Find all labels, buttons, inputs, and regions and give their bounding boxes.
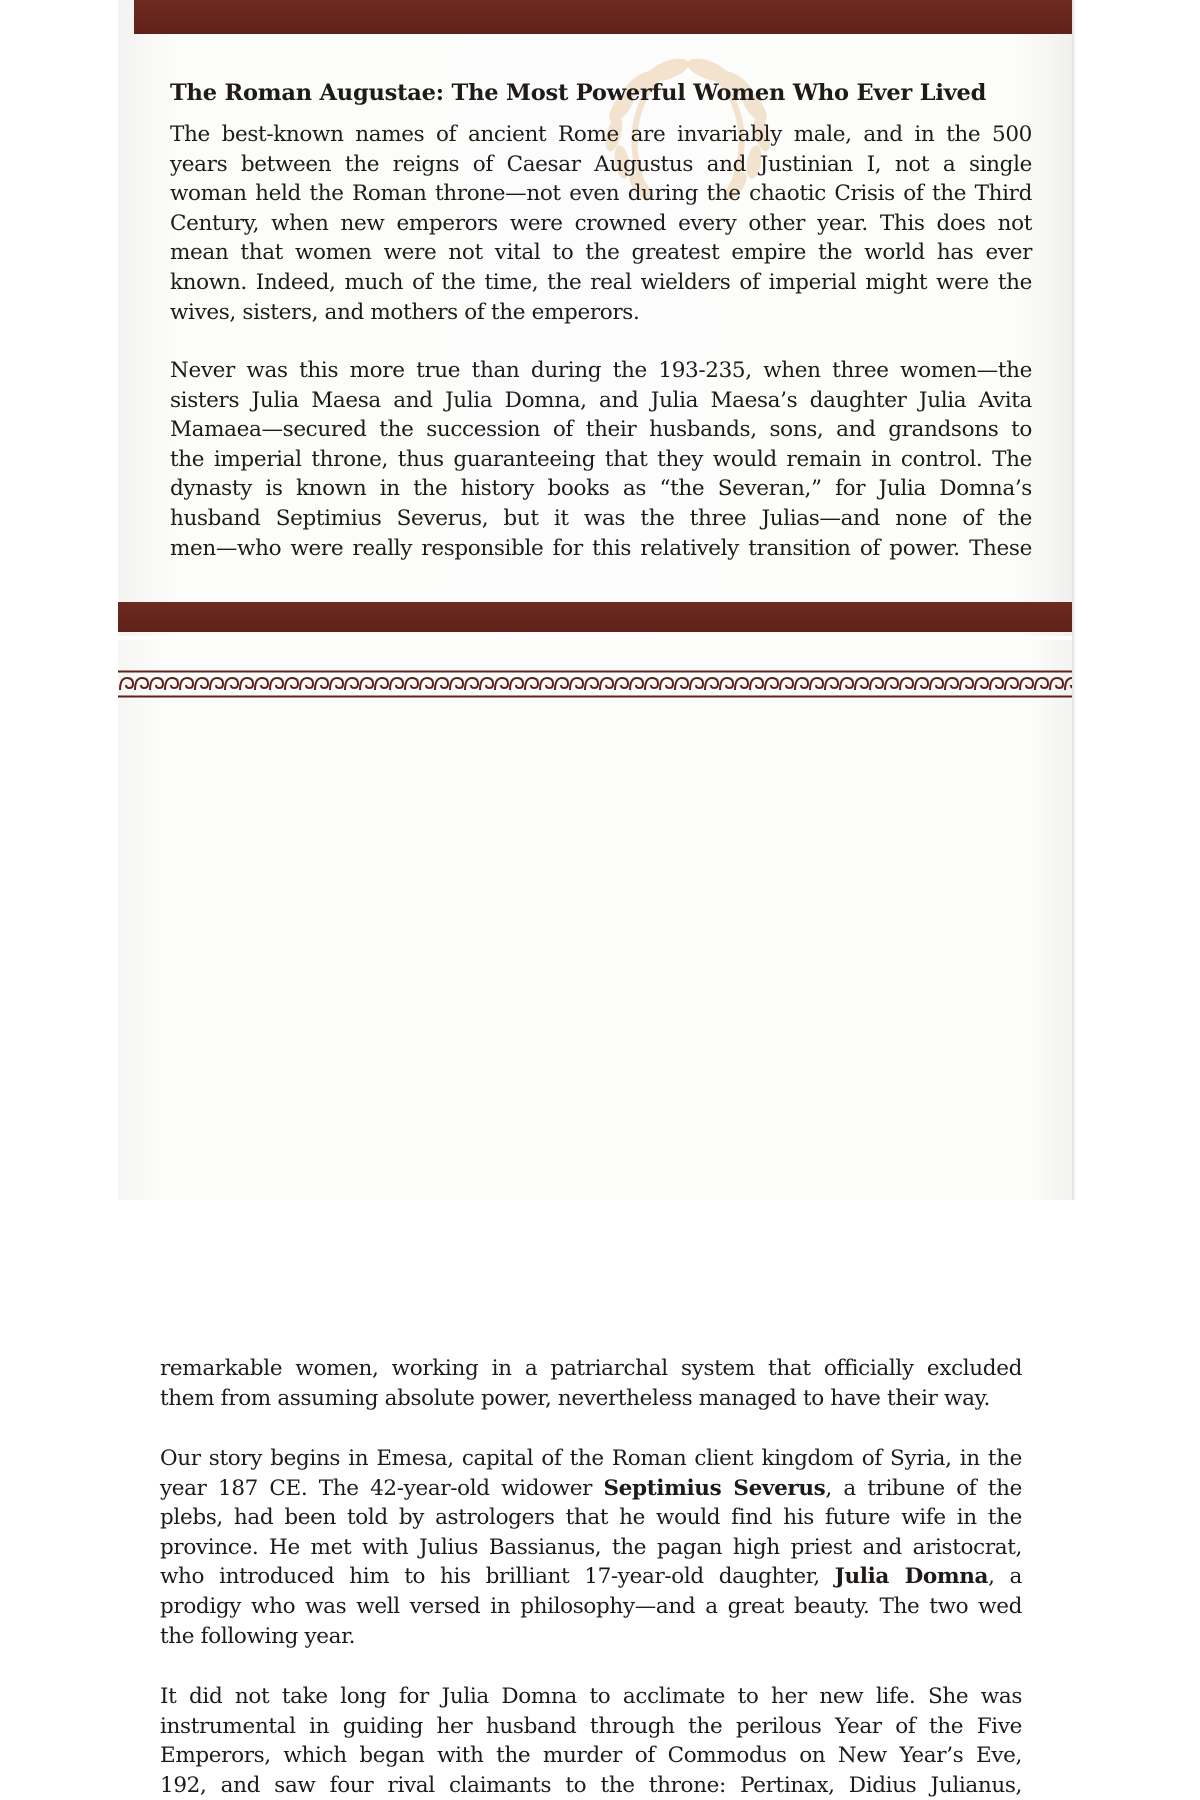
meander-segment bbox=[780, 678, 793, 690]
meander-segment bbox=[810, 678, 823, 690]
meander-segment bbox=[915, 678, 928, 690]
meander-segment bbox=[960, 678, 973, 690]
meander-segment bbox=[1050, 678, 1063, 690]
text-line bbox=[160, 1562, 1022, 1592]
meander-segment bbox=[480, 678, 493, 690]
text-line: the imperial throne, thus guaranteeing that they would remain in control. The bbox=[170, 446, 1032, 472]
paragraph-2 bbox=[170, 356, 1032, 563]
meander-segment bbox=[675, 678, 688, 690]
bottom-decorative-band bbox=[118, 602, 1072, 632]
meander-segment bbox=[660, 678, 673, 690]
text-line: plebs, had been told by astrologers that he would find his future wife in the bbox=[160, 1505, 1022, 1531]
text-line: woman held the Roman throne—not even during the chaotic Crisis of the Third bbox=[170, 181, 1032, 207]
meander-segment bbox=[720, 678, 733, 690]
meander-segment bbox=[825, 678, 838, 690]
meander-segment bbox=[345, 678, 358, 690]
top-page bbox=[118, 0, 1072, 636]
text-line: Emperors, which began with the murder of Commodus on New Year’s Eve, bbox=[160, 1743, 1022, 1769]
text-line: the following year. bbox=[160, 1623, 356, 1649]
meander-segment bbox=[360, 678, 373, 690]
meander-segment bbox=[1005, 678, 1018, 690]
meander-segment bbox=[690, 678, 703, 690]
meander-segment bbox=[540, 678, 553, 690]
meander-segment bbox=[570, 678, 583, 690]
meander-segment bbox=[870, 678, 883, 690]
page-edge bbox=[1072, 0, 1076, 1200]
meander-segment bbox=[1035, 678, 1048, 690]
text-line: instrumental in guiding her husband through the perilous Year of the Five bbox=[160, 1713, 1022, 1739]
meander-segment bbox=[285, 678, 298, 690]
text-fragment: , a tribune of the bbox=[825, 1475, 1023, 1501]
text-fragment: who introduced him to his brilliant 17-year-old daughter, bbox=[160, 1564, 835, 1590]
bold-name-julia-domna: Julia Domna bbox=[834, 1564, 989, 1590]
meander-segment bbox=[645, 678, 658, 690]
meander-segment bbox=[300, 678, 313, 690]
meander-segment bbox=[330, 678, 343, 690]
text-line: them from assuming absolute power, nevertheless managed to have their way. bbox=[160, 1385, 990, 1411]
text-line: wives, sisters, and mothers of the emperors. bbox=[170, 299, 640, 325]
meander-segment bbox=[615, 678, 628, 690]
meander-segment bbox=[525, 678, 538, 690]
meander-segment bbox=[510, 678, 523, 690]
text-line: province. He met with Julius Bassianus, the pagan high priest and aristocrat, bbox=[160, 1534, 1022, 1560]
paragraph-3 bbox=[160, 1354, 1022, 1413]
text-line: It did not take long for Julia Domna to acclimate to her new life. She was bbox=[160, 1684, 1022, 1709]
text-line: Our story begins in Emesa, capital of the Roman client kingdom of Syria, in the bbox=[160, 1446, 1022, 1471]
meander-segment bbox=[765, 678, 778, 690]
meander-segment bbox=[225, 678, 238, 690]
meander-segment bbox=[840, 678, 853, 690]
text-line: husband Septimius Severus, but it was the three Julias—and none of the bbox=[170, 505, 1032, 531]
meander-segment bbox=[1065, 678, 1072, 690]
text-line: prodigy who was well versed in philosophy—and a great beauty. The two wed bbox=[160, 1593, 1022, 1619]
text-line: sisters Julia Maesa and Julia Domna, and Julia Maesa’s daughter Julia Avita bbox=[170, 387, 1032, 413]
text-line: men—who were really responsible for this relatively transition of power. These bbox=[170, 535, 1032, 561]
meander-segment bbox=[180, 678, 193, 690]
text-line: Mamaea—secured the succession of their husbands, sons, and grandsons to bbox=[170, 417, 1032, 443]
meander-segment bbox=[450, 678, 463, 690]
meander-segment bbox=[120, 678, 133, 690]
meander-segment bbox=[705, 678, 718, 690]
meander-segment bbox=[585, 678, 598, 690]
meander-segment bbox=[405, 678, 418, 690]
meander-segment bbox=[135, 678, 148, 690]
meander-segment bbox=[975, 678, 988, 690]
text-line: dynasty is known in the history books as “the Severan,” for Julia Domna’s bbox=[170, 476, 1032, 502]
text-line: mean that women were not vital to the greatest empire the world has ever bbox=[170, 240, 1032, 266]
meander-segment bbox=[795, 678, 808, 690]
meander-segment bbox=[375, 678, 388, 690]
meander-segment bbox=[855, 678, 868, 690]
meander-segment bbox=[495, 678, 508, 690]
meander-segment bbox=[195, 678, 208, 690]
meander-segment bbox=[900, 678, 913, 690]
text-line: remarkable women, working in a patriarchal system that officially excluded bbox=[160, 1356, 1022, 1381]
text-line bbox=[160, 1474, 1022, 1504]
meander-segment bbox=[735, 678, 748, 690]
meander-segment bbox=[945, 678, 958, 690]
meander-segment bbox=[1020, 678, 1033, 690]
bottom-page bbox=[118, 640, 1072, 1798]
meander-segment bbox=[315, 678, 328, 690]
text-fragment: , a bbox=[988, 1564, 1022, 1590]
text-line: years between the reigns of Caesar Augustus and Justinian I, not a single bbox=[170, 151, 1032, 177]
document-title: The Roman Augustae: The Most Powerful Women Who Ever Lived bbox=[170, 80, 987, 106]
text-fragment: year 187 CE. The 42-year-old widower bbox=[160, 1475, 604, 1501]
meander-segment bbox=[390, 678, 403, 690]
meander-segment bbox=[150, 678, 163, 690]
bold-name-septimius: Septimius Severus bbox=[603, 1475, 826, 1501]
paragraph-5 bbox=[160, 1682, 1022, 1800]
meander-segment bbox=[750, 678, 763, 690]
text-line: known. Indeed, much of the time, the real wielders of imperial might were the bbox=[170, 269, 1032, 295]
greek-meander-border bbox=[118, 670, 1072, 698]
meander-segment bbox=[930, 678, 943, 690]
meander-segment bbox=[255, 678, 268, 690]
meander-segment bbox=[465, 678, 478, 690]
meander-segment bbox=[435, 678, 448, 690]
paragraph-1 bbox=[170, 120, 1032, 327]
meander-segment bbox=[210, 678, 223, 690]
meander-segment bbox=[990, 678, 1003, 690]
meander-segment bbox=[240, 678, 253, 690]
text-line: 192, and saw four rival claimants to the throne: Pertinax, Didius Julianus, bbox=[160, 1772, 1022, 1798]
text-line: Century, when new emperors were crowned every other year. This does not bbox=[170, 210, 1032, 236]
text-line: Never was this more true than during the 193-235, when three women—the bbox=[170, 358, 1032, 383]
meander-segment bbox=[555, 678, 568, 690]
meander-segment bbox=[600, 678, 613, 690]
meander-segment bbox=[165, 678, 178, 690]
meander-segment bbox=[885, 678, 898, 690]
paragraph-4 bbox=[160, 1444, 1022, 1651]
text-line: The best-known names of ancient Rome are invariably male, and in the 500 bbox=[170, 122, 1032, 147]
meander-segment bbox=[270, 678, 283, 690]
meander-segment bbox=[630, 678, 643, 690]
meander-segment bbox=[420, 678, 433, 690]
top-decorative-band bbox=[134, 0, 1072, 34]
